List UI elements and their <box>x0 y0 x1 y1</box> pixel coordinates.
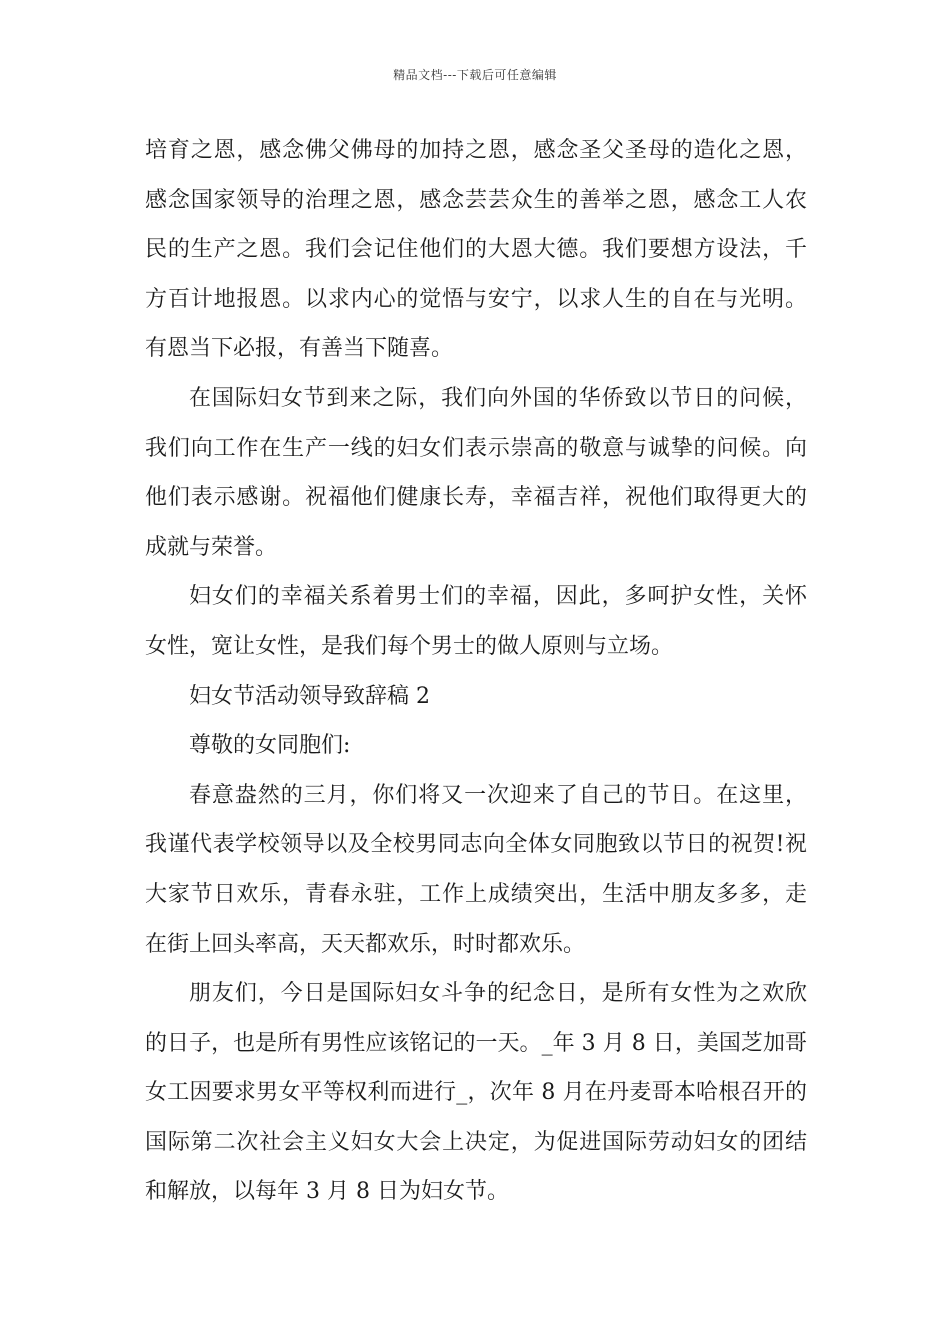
document-body <box>145 126 807 1217</box>
text-line: 和解放，以每年 3 月 8 日为妇女节。 <box>145 1179 509 1205</box>
text-line: 女性，宽让女性，是我们每个男士的做人原则与立场。 <box>145 633 674 659</box>
text-line: 我谨代表学校领导以及全校男同志向全体女同胞致以节日的祝贺!祝 <box>145 832 807 858</box>
text-line: 女工因要求男女平等权利而进行_，次年 8 月在丹麦哥本哈根召开的 <box>145 1080 807 1106</box>
text-line: 方百计地报恩。以求内心的觉悟与安宁，以求人生的自在与光明。 <box>145 286 807 312</box>
text-line: 我们向工作在生产一线的妇女们表示崇高的敬意与诚挚的问候。向 <box>145 435 807 461</box>
text-line: 国际第二次社会主义妇女大会上决定，为促进国际劳动妇女的团结 <box>145 1129 807 1155</box>
text-line: 在街上回头率高，天天都欢乐，时时都欢乐。 <box>145 931 586 957</box>
text-line: 有恩当下必报，有善当下随喜。 <box>145 336 454 362</box>
text-line: 妇女们的幸福关系着男士们的幸福，因此，多呵护女性，关怀 <box>189 584 807 610</box>
text-line: 朋友们，今日是国际妇女斗争的纪念日，是所有女性为之欢欣 <box>189 981 807 1007</box>
salutation: 尊敬的女同胞们: <box>189 733 351 759</box>
text-line: 感念国家领导的治理之恩，感念芸芸众生的善举之恩，感念工人农 <box>145 187 807 213</box>
text-line: 他们表示感谢。祝福他们健康长寿，幸福吉祥，祝他们取得更大的 <box>145 485 807 511</box>
text-line: 大家节日欢乐，青春永驻，工作上成绩突出，生活中朋友多多，走 <box>145 881 807 907</box>
text-line: 在国际妇女节到来之际，我们向外国的华侨致以节日的问候， <box>189 385 807 411</box>
text-line: 的日子，也是所有男性应该铭记的一天。_年 3 月 8 日，美国芝加哥 <box>145 1030 807 1056</box>
page-header: 精品文档---下载后可任意编辑 <box>393 68 557 82</box>
text-line: 春意盎然的三月，你们将又一次迎来了自己的节日。在这里， <box>189 782 807 808</box>
text-line: 成就与荣誉。 <box>145 534 278 560</box>
text-line: 培育之恩，感念佛父佛母的加持之恩，感念圣父圣母的造化之恩， <box>145 138 807 163</box>
section-heading: 妇女节活动领导致辞稿 2 <box>189 683 430 709</box>
text-line: 民的生产之恩。我们会记住他们的大恩大德。我们要想方设法，千 <box>145 237 807 263</box>
